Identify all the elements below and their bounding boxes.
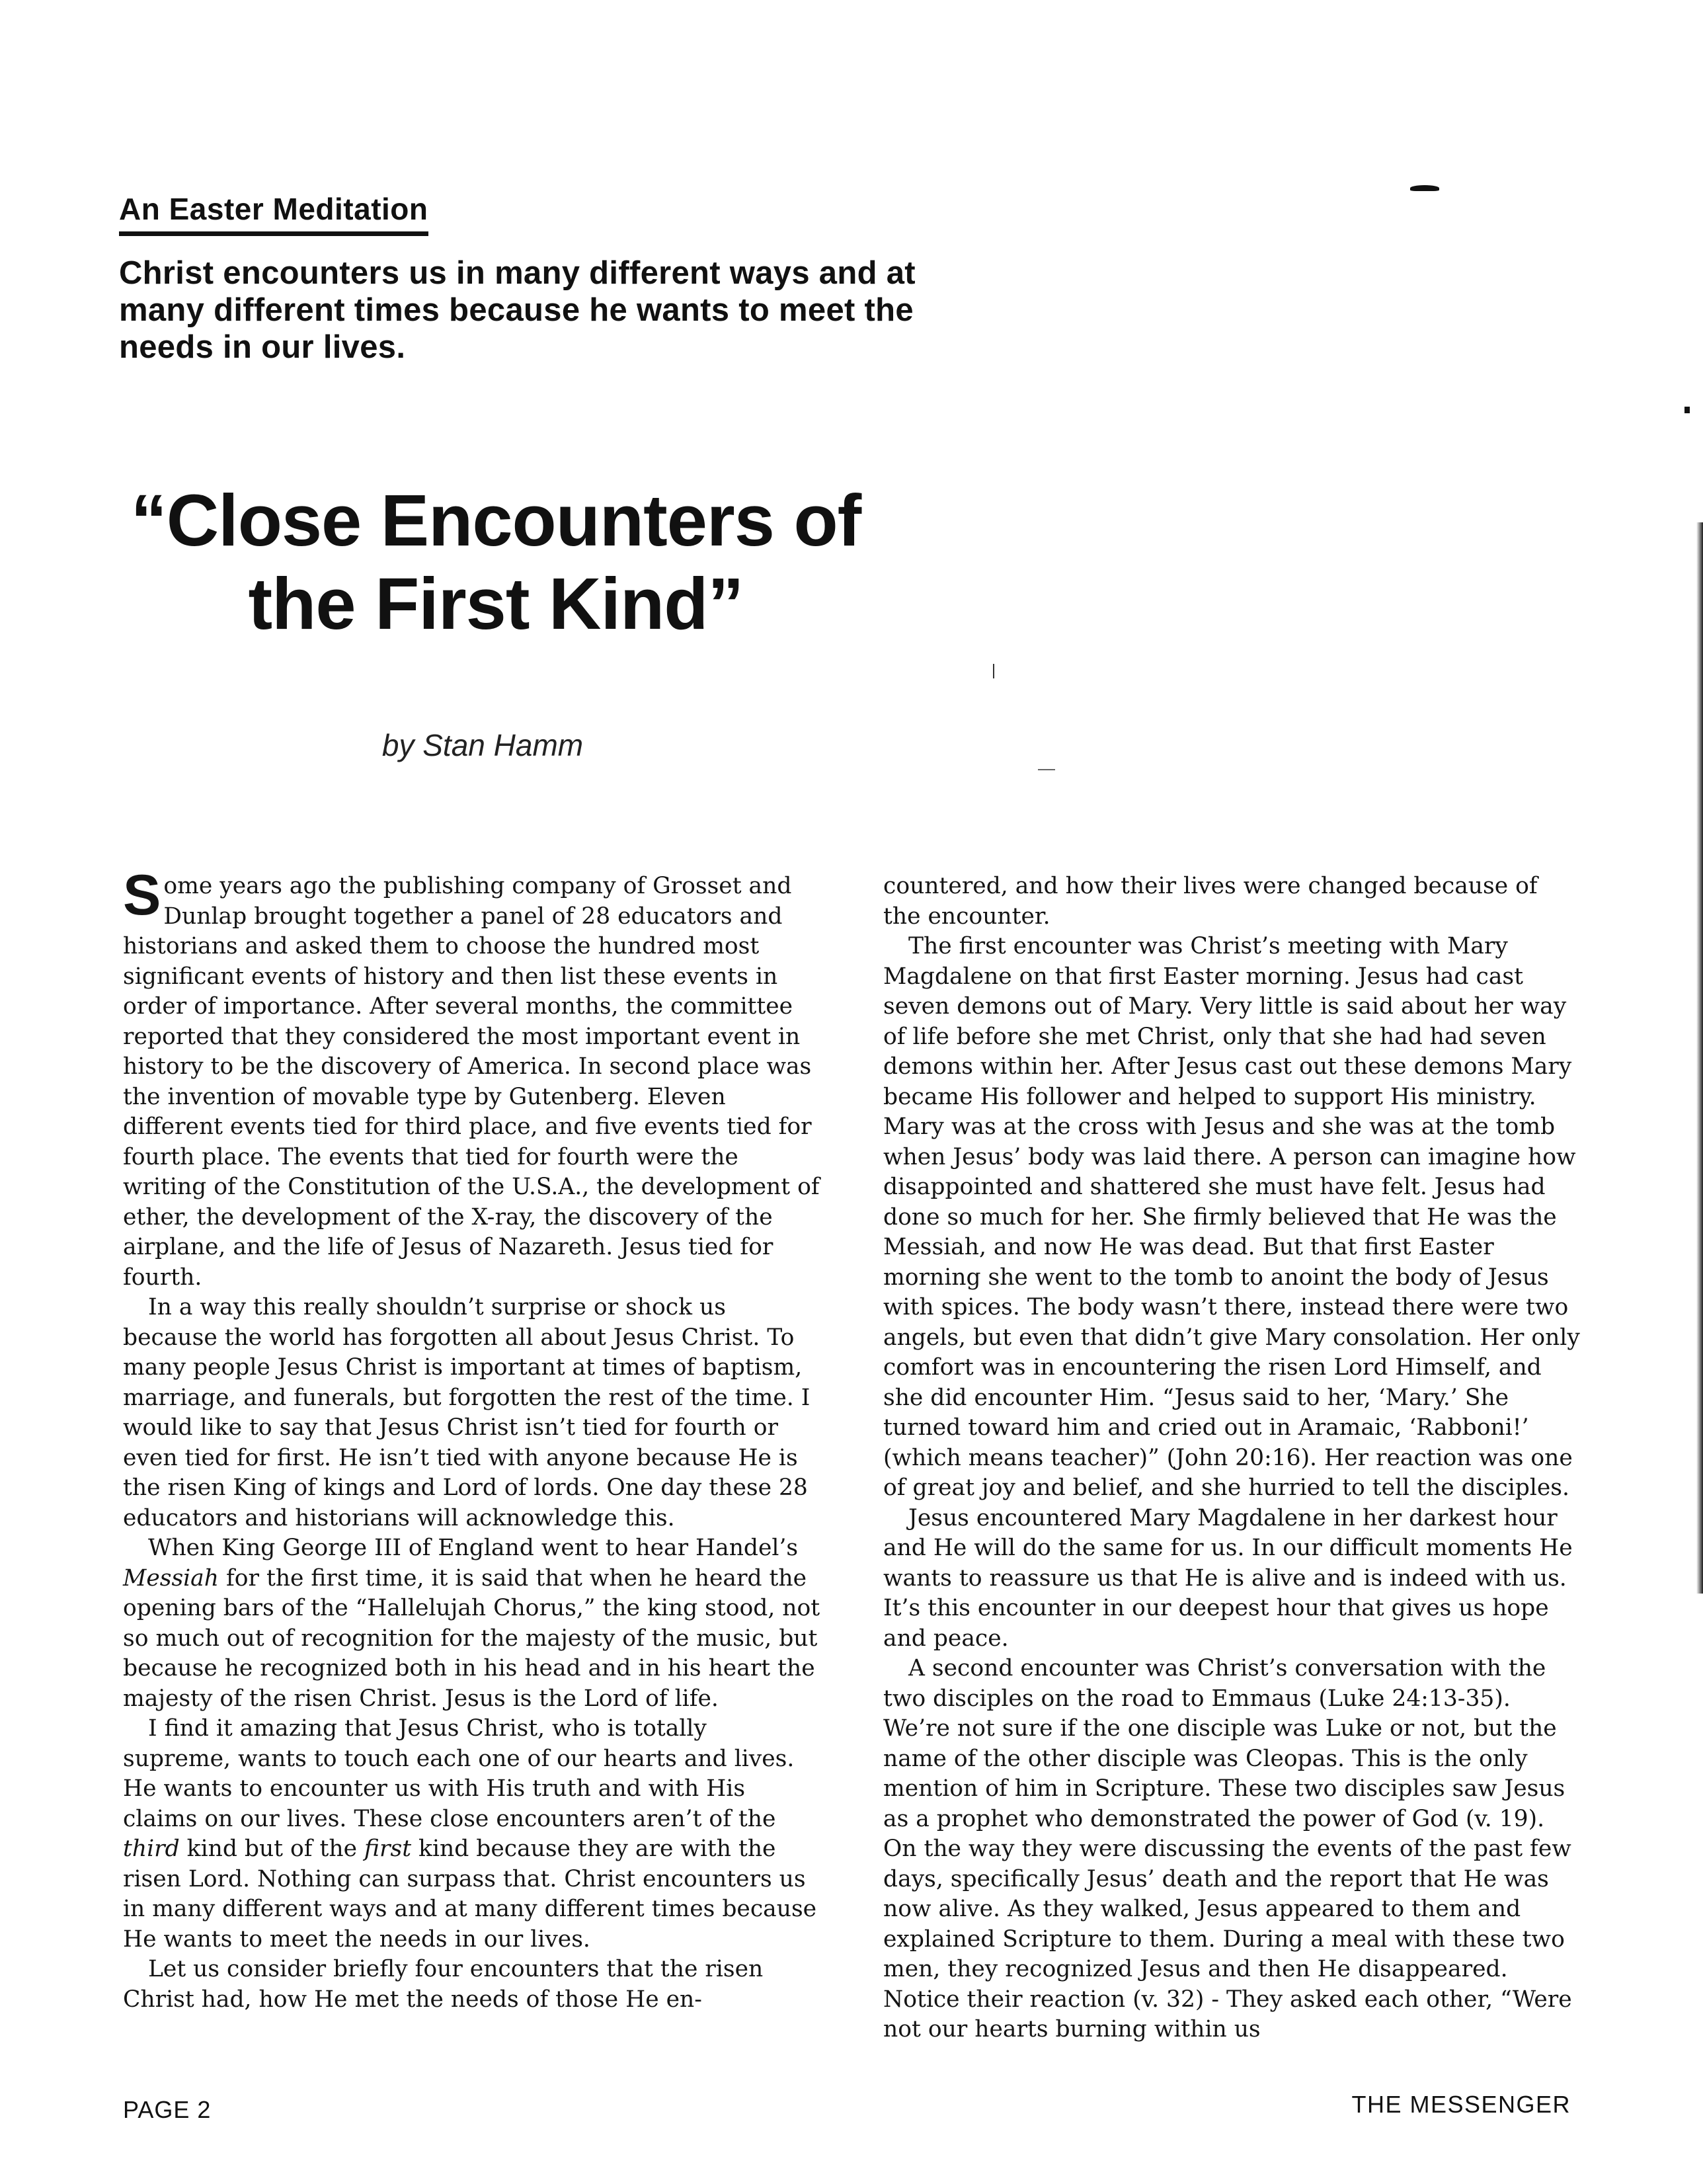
paragraph-5: Let us consider briefly four encounters that the risen Christ had, how He met the needs of those He en- (123, 1956, 764, 2013)
paragraph-3-text-b: for the first time, it is said that when he heard the opening bars of the “Hallelujah Chorus,” the king stood, not so much out of recognition for the majesty of the music, but because he recognized both in his head and in his heart the majesty of the risen Christ. Jesus is the Lord of life. (123, 1564, 820, 1712)
paragraph-4 (123, 1714, 821, 1955)
paragraph-9: A second encounter was Christ’s conversation with the two disciples on the road to Emmaus (Luke 24:13-35). We’re not sure if the one disciple was Luke or not, but the name of the other disciple was Cleopas. This is the only mention of him in Scripture. These two disciples saw Jesus as a prophet who demonstrated the power of God (v. 19). On the way they were discussing the events of the past few days, specifically Jesus’ death and the report that He was now alive. As they walked, Jesus appeared to them and explained Scripture to them. During a meal with these two men, they recognized Jesus and then He disappeared. Notice their reaction (v. 32) - They asked each other, “Were not our hearts burning within us (883, 1655, 1572, 2042)
paragraph-7: The first encounter was Christ’s meeting with Mary Magdalene on that first Easter morning. Jesus had cast seven demons out of Mary. Very little is said about her way of life before she met Christ, only that she had had seven demons within her. After Jesus cast out these demons Mary became His follower and helped to support His ministry. Mary was at the cross with Jesus and she was at the tomb when Jesus’ body was laid there. A person can imagine how disappointed and shattered she must have felt. Jesus had done so much for her. She firmly believed that He was the Messiah, and now He was dead. But that first Easter morning she went to the tomb to anoint the body of Jesus with spices. The body wasn’t there, instead there were two angels, but even that didn’t give Mary consolation. Her only comfort was in encountering the risen Lord Himself, and she did encounter Him. “Jesus said to her, ‘Mary.’ She turned toward him and cried out in Aramaic, ‘Rabboni!’ (which means teacher)” (John 20:16). Her reaction was one of great joy and belief, and she hurried to tell the disciples. (883, 933, 1580, 1501)
paragraph-6: countered, and how their lives were changed because of the encounter. (883, 873, 1538, 930)
article-deck: Christ encounters us in many different ways and at many different times because he wants to meet the needs in our lives. (119, 255, 916, 365)
article-byline: by Stan Hamm (381, 728, 584, 762)
scan-artifact-tick (993, 664, 994, 678)
paragraph-8: Jesus encountered Mary Magdalene in her darkest hour and He will do the same for us. In our difficult moments He wants to reassure us that He is alive and is indeed with us. It’s this encounter in our deepest hour that gives us hope and peace. (883, 1504, 1573, 1652)
paragraph-4-text-a: I find it amazing that Jesus Christ, who is totally supreme, wants to touch each one of our hearts and lives. He wants to encounter us with His truth and with His claims on our lives. These close encounters aren’t of the (123, 1715, 795, 1832)
scan-artifact-dot (1684, 407, 1690, 413)
paragraph-2: In a way this really shouldn’t surprise or shock us because the world has forgotten all about Jesus Christ. To many people Jesus Christ is important at times of baptism, marriage, and funerals, but forgotten the rest of the time. I would like to say that Jesus Christ isn’t tied for fourth or even tied for first. He isn’t tied with anyone because He is the risen King of kings and Lord of lords. One day these 28 educators and historians will acknowledge this. (123, 1294, 811, 1531)
scan-artifact-dash (1038, 769, 1055, 770)
scan-artifact-mark (1410, 185, 1439, 191)
paragraph-1-text: ome years ago the publishing company of Grosset and Dunlap brought together a panel of 28 educators and historians and asked them to choose the hundred most significant events of history and then list these events in order of importance. After several months, the committee reported that they considered the most important event in history to be the discovery of America. In second place was the invention of movable type by Gutenberg. Eleven different events tied for third place, and five events tied for fourth place. The events that tied for fourth were the writing of the Constitution of the U.S.A., the development of ether, the development of the X-ray, the discovery of the airplane, and the life of Jesus of Nazareth. Jesus tied for fourth. (123, 873, 820, 1291)
scan-page-edge (1696, 522, 1703, 1594)
article-headline (119, 479, 873, 646)
drop-cap: S (123, 864, 161, 927)
paragraph-4-text-b: kind but of the (179, 1836, 364, 1862)
paragraph-4-text-c: kind because they are with the risen Lord. Nothing can surpass that. Christ encounters us in many different ways and at many different times because He wants to meet the needs in our lives. (123, 1836, 817, 1953)
headline-line-1: “Close Encounters of (130, 480, 861, 561)
paragraph-3-italic: Messiah (123, 1564, 219, 1592)
headline-line-2: the First Kind” (248, 563, 744, 645)
publication-name: THE MESSENGER (1351, 2091, 1571, 2118)
paragraph-3-text-a: When King George III of England went to hear Handel’s (148, 1535, 799, 1561)
section-kicker: An Easter Meditation (119, 192, 428, 236)
paragraph-4-italic-1: third (123, 1836, 180, 1862)
page-number: PAGE 2 (123, 2096, 212, 2123)
article-column-left (123, 864, 821, 2015)
paragraph-3 (123, 1533, 821, 1714)
paragraph-1 (123, 864, 821, 1293)
paragraph-4-italic-2: first (364, 1836, 412, 1862)
article-column-right (883, 871, 1581, 2045)
